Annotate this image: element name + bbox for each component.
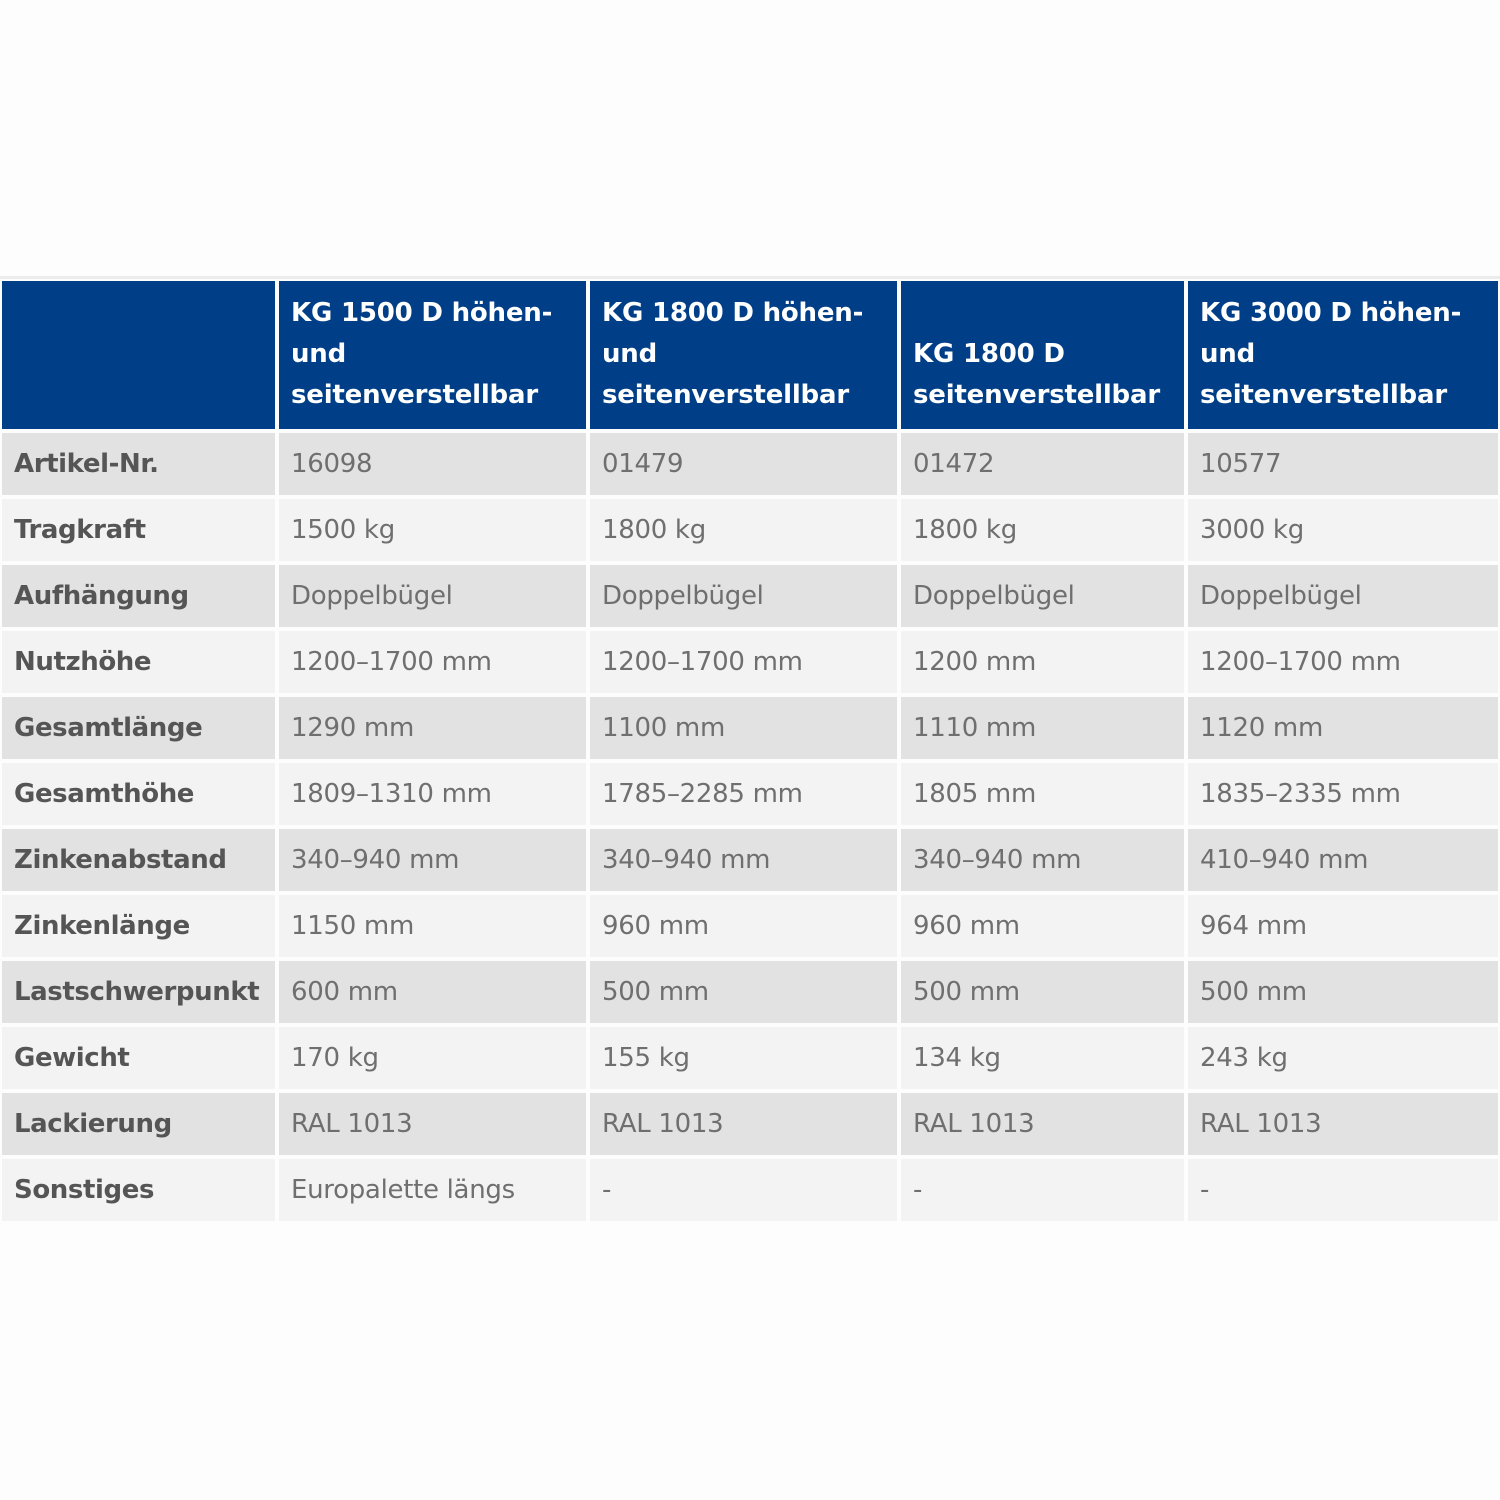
table-row <box>2 565 1498 627</box>
row-label: Gesamtlänge <box>2 697 275 759</box>
table-row <box>2 631 1498 693</box>
table-cell: 960 mm <box>590 895 897 957</box>
table-cell: 1785–2285 mm <box>590 763 897 825</box>
table-cell: 1800 kg <box>590 499 897 561</box>
table-cell: 500 mm <box>590 961 897 1023</box>
table-cell: 155 kg <box>590 1027 897 1089</box>
table-cell: - <box>901 1159 1184 1221</box>
header-corner-cell <box>2 281 275 429</box>
row-label: Aufhängung <box>2 565 275 627</box>
table-cell: 340–940 mm <box>901 829 1184 891</box>
table-row <box>2 895 1498 957</box>
table-cell: 1100 mm <box>590 697 897 759</box>
table-cell: - <box>590 1159 897 1221</box>
table-cell: RAL 1013 <box>1188 1093 1498 1155</box>
table-row <box>2 1093 1498 1155</box>
column-header-kg1500d: KG 1500 D höhen- und seitenverstellbar <box>279 281 586 429</box>
table-cell: 410–940 mm <box>1188 829 1498 891</box>
table-cell: Doppelbügel <box>1188 565 1498 627</box>
table-row <box>2 499 1498 561</box>
table-cell: 340–940 mm <box>279 829 586 891</box>
table-cell: 16098 <box>279 433 586 495</box>
row-label: Lackierung <box>2 1093 275 1155</box>
table-cell: Doppelbügel <box>590 565 897 627</box>
table-cell: 600 mm <box>279 961 586 1023</box>
row-label: Gesamthöhe <box>2 763 275 825</box>
row-label: Gewicht <box>2 1027 275 1089</box>
table-cell: Europalette längs <box>279 1159 586 1221</box>
row-label: Artikel-Nr. <box>2 433 275 495</box>
table-cell: RAL 1013 <box>590 1093 897 1155</box>
table-cell: 1500 kg <box>279 499 586 561</box>
table-row <box>2 433 1498 495</box>
table-cell: RAL 1013 <box>901 1093 1184 1155</box>
table-cell: 340–940 mm <box>590 829 897 891</box>
table-cell: 1835–2335 mm <box>1188 763 1498 825</box>
table-cell: 1120 mm <box>1188 697 1498 759</box>
table-cell: 243 kg <box>1188 1027 1498 1089</box>
table-row <box>2 1159 1498 1221</box>
table-row <box>2 829 1498 891</box>
table-cell: 3000 kg <box>1188 499 1498 561</box>
table-row <box>2 961 1498 1023</box>
table-cell: 500 mm <box>1188 961 1498 1023</box>
table-row <box>2 763 1498 825</box>
table-cell: 1150 mm <box>279 895 586 957</box>
row-label: Nutzhöhe <box>2 631 275 693</box>
column-header-kg1800d-hoehen: KG 1800 D höhen- und seitenverstellbar <box>590 281 897 429</box>
table-row <box>2 1027 1498 1089</box>
row-label: Zinkenlänge <box>2 895 275 957</box>
table-cell: 1290 mm <box>279 697 586 759</box>
table-cell: 1110 mm <box>901 697 1184 759</box>
table-cell: Doppelbügel <box>901 565 1184 627</box>
table-cell: 964 mm <box>1188 895 1498 957</box>
spec-table-body <box>2 433 1498 1221</box>
column-header-kg3000d: KG 3000 D höhen- und seitenverstellbar <box>1188 281 1498 429</box>
header-row <box>2 281 1498 429</box>
table-row <box>2 697 1498 759</box>
table-cell: 134 kg <box>901 1027 1184 1089</box>
table-cell: 1200–1700 mm <box>1188 631 1498 693</box>
table-cell: 1200 mm <box>901 631 1184 693</box>
row-label: Tragkraft <box>2 499 275 561</box>
table-cell: 1200–1700 mm <box>590 631 897 693</box>
table-cell: RAL 1013 <box>279 1093 586 1155</box>
table-cell: 1200–1700 mm <box>279 631 586 693</box>
table-cell: 01479 <box>590 433 897 495</box>
table-cell: 1809–1310 mm <box>279 763 586 825</box>
table-cell: 960 mm <box>901 895 1184 957</box>
table-cell: 10577 <box>1188 433 1498 495</box>
row-label: Sonstiges <box>2 1159 275 1221</box>
column-header-kg1800d-seiten: KG 1800 D seitenverstellbar <box>901 281 1184 429</box>
table-cell: 01472 <box>901 433 1184 495</box>
table-cell: 170 kg <box>279 1027 586 1089</box>
table-cell: 1800 kg <box>901 499 1184 561</box>
table-cell: 500 mm <box>901 961 1184 1023</box>
product-spec-table <box>0 277 1500 1225</box>
table-cell: 1805 mm <box>901 763 1184 825</box>
row-label: Zinkenabstand <box>2 829 275 891</box>
table-cell: - <box>1188 1159 1498 1221</box>
table-cell: Doppelbügel <box>279 565 586 627</box>
row-label: Lastschwerpunkt <box>2 961 275 1023</box>
